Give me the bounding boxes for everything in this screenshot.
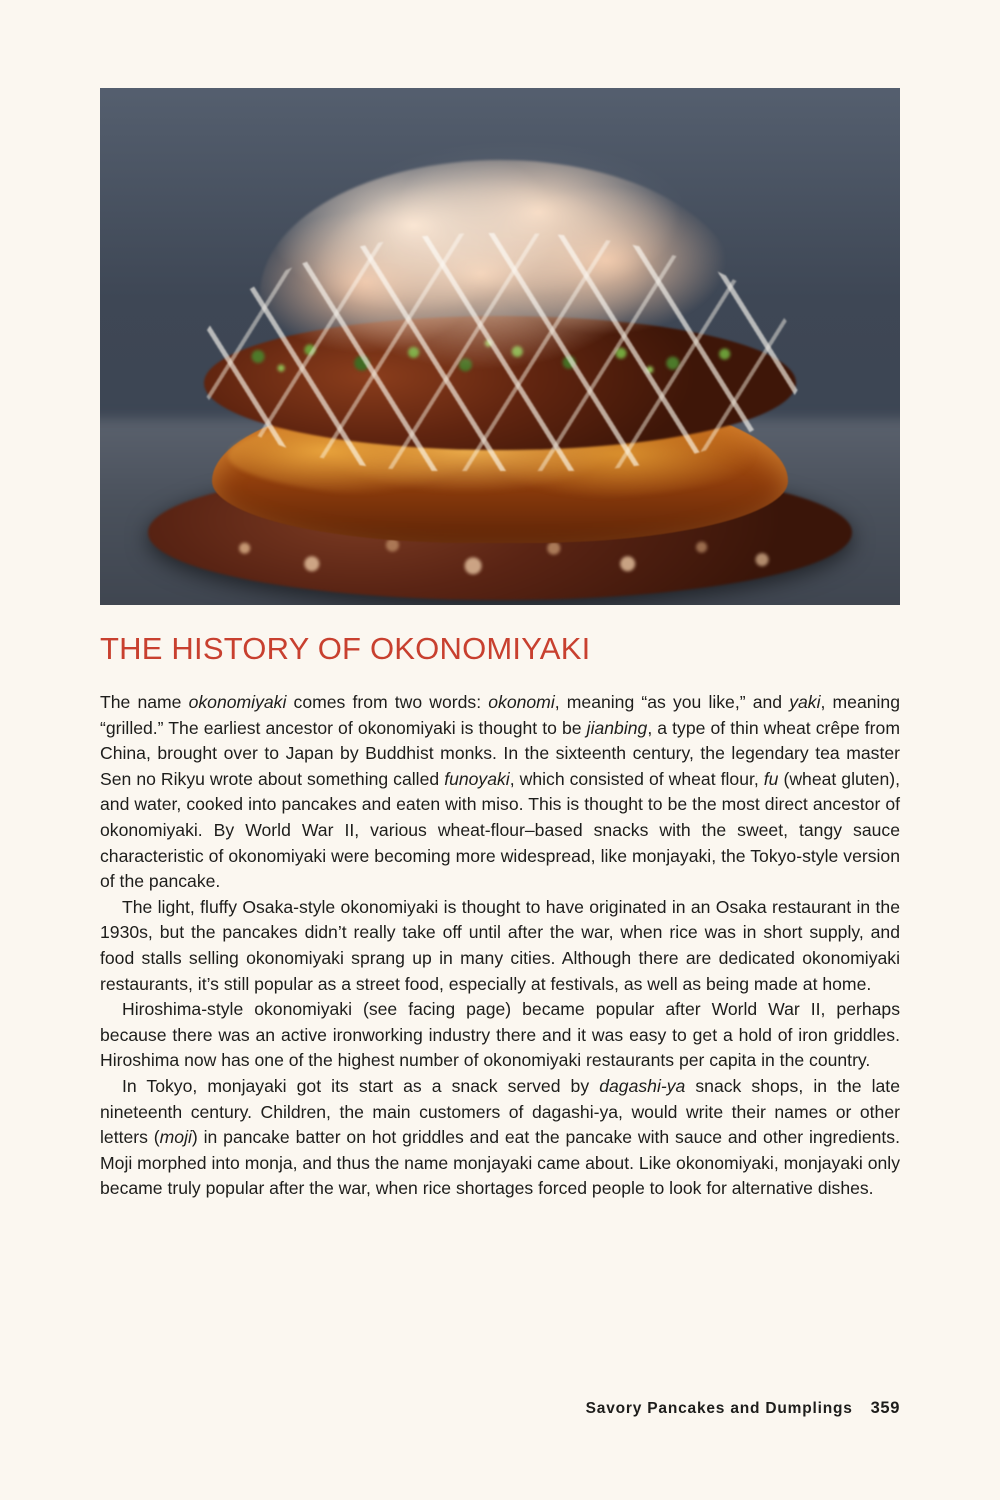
paragraph-list [100, 690, 900, 1202]
text-run: Hiroshima-style okonomiyaki (see facing page) became popular after World War II, perhaps because there was an active ironworking industry there and it was easy to get a hold of iron griddles. Hiroshima now has one of the highest number of okonomiyaki restaurants per capita in the country. [100, 999, 900, 1071]
photo-highlight [340, 140, 692, 295]
article-body [100, 632, 900, 1202]
italic-term: moji [159, 1127, 192, 1148]
text-run: snack shops, in the late nineteenth century. Children, the main customers of dagashi-ya, would write their names or other letters ( [100, 1076, 900, 1148]
text-run: In Tokyo, monjayaki got its start as a snack served by [122, 1076, 600, 1096]
photo-canvas [100, 88, 900, 605]
text-run: (wheat gluten), and water, cooked into pancakes and eaten with miso. This is thought to be the most direct ancestor of okonomiyaki. By World War II, various wheat-flour–based snacks with the sweet, tangy sauce characteristic of okonomiyaki were becoming more widespread, like monjayaki, the Tokyo-style version of the pancake. [100, 768, 900, 892]
page-footer [586, 1399, 900, 1418]
text-run: , which consisted of wheat flour, [509, 768, 764, 789]
page-number: 359 [870, 1399, 900, 1417]
italic-term: fu [763, 768, 779, 789]
italic-term: dagashi-ya [599, 1076, 686, 1096]
paragraph-origins [100, 690, 900, 895]
text-run: , a type of thin wheat crêpe from China, brought over to Japan by Buddhist monks. In the sixteenth century, the legendary tea master Sen no Rikyu wrote about something called [100, 717, 900, 789]
italic-term: okonomiyaki [188, 692, 287, 713]
paragraph-tokyo-monjayaki [100, 1074, 900, 1202]
text-run: , meaning “grilled.” The earliest ancestor of okonomiyaki is thought to be [100, 692, 901, 738]
italic-term: jianbing [586, 717, 648, 738]
page-title: THE HISTORY OF OKONOMIYAKI [100, 631, 591, 666]
text-run: , meaning “as you like,” and [554, 692, 790, 713]
italic-term: yaki [789, 692, 821, 713]
okonomiyaki-photo [100, 88, 900, 605]
text-run: ) in pancake batter on hot griddles and eat the pancake with sauce and other ingredients. Moji morphed into monja, and thus the name monjayaki came about. Like okonomiyaki, monjayaki only became truly popular after the war, when rice shortages forced people to look for alternative dishes. [100, 1127, 900, 1199]
paragraph-hiroshima-style [100, 997, 900, 1074]
text-run: comes from two words: [286, 692, 489, 713]
running-head: Savory Pancakes and Dumplings [585, 1400, 853, 1417]
text-run: The name [100, 692, 189, 713]
italic-term: okonomi [488, 692, 555, 713]
paragraph-osaka-style [100, 895, 900, 997]
italic-term: funoyaki [444, 768, 510, 789]
text-run: The light, fluffy Osaka-style okonomiyaki is thought to have originated in an Osaka restaurant in the 1930s, but the pancakes didn’t really take off until after the war, when rice was in short supply, and food stalls selling okonomiyaki sprang up in many cities. Although there are dedicated okonomiyaki restaurants, it’s still popular as a street food, especially at festivals, as well as being made at home. [100, 896, 900, 994]
